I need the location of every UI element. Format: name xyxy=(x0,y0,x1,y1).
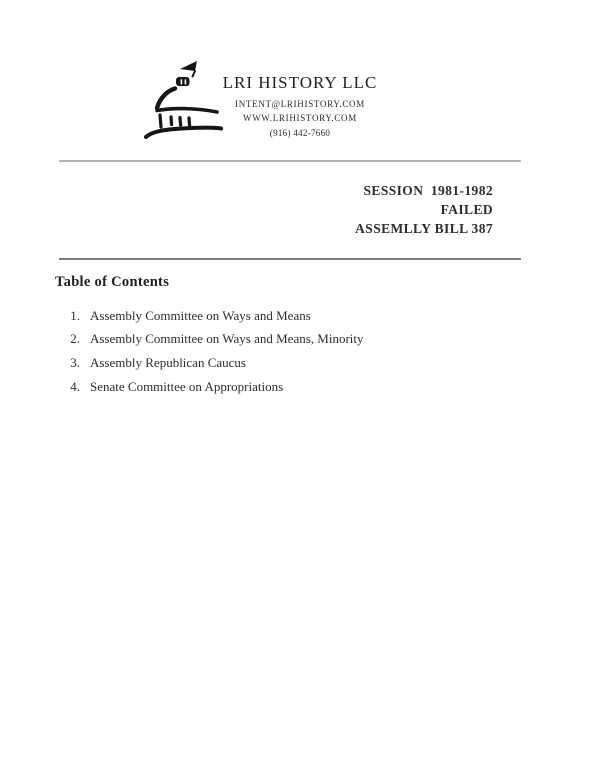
toc-title: Table of Contents xyxy=(55,274,170,290)
letterhead xyxy=(210,72,390,138)
toc-item-label: Assembly Republican Caucus xyxy=(90,354,246,370)
status-line: FAILED xyxy=(440,202,493,217)
bill-number-line: ASSEMLLY BILL 387 xyxy=(355,221,493,236)
toc-item-label: Assembly Committee on Ways and Means xyxy=(90,307,311,323)
bill-info-block xyxy=(355,181,493,238)
phone-number: (916) 442-7660 xyxy=(269,127,331,138)
toc-list xyxy=(55,304,364,398)
toc-item-number: 4. xyxy=(70,378,80,394)
toc-item-label: Senate Committee on Appropriations xyxy=(90,378,284,394)
divider-top xyxy=(59,160,521,162)
toc-item xyxy=(55,351,364,375)
divider-bottom xyxy=(59,258,521,260)
session-line: SESSION 1981-1982 xyxy=(363,183,493,198)
toc-item-number: 3. xyxy=(70,354,80,370)
toc-item xyxy=(55,328,364,352)
toc-item xyxy=(55,375,364,399)
toc-item-number: 1. xyxy=(70,307,80,323)
toc-item-label: Assembly Committee on Ways and Means, Minority xyxy=(90,331,364,347)
company-name: LRI HISTORY LLC xyxy=(222,73,378,92)
toc-item xyxy=(55,304,364,328)
toc-item-number: 2. xyxy=(70,331,80,347)
website-url: WWW.LRIHISTORY.COM xyxy=(243,113,357,123)
email-address: INTENT@LRIHISTORY.COM xyxy=(235,98,365,109)
